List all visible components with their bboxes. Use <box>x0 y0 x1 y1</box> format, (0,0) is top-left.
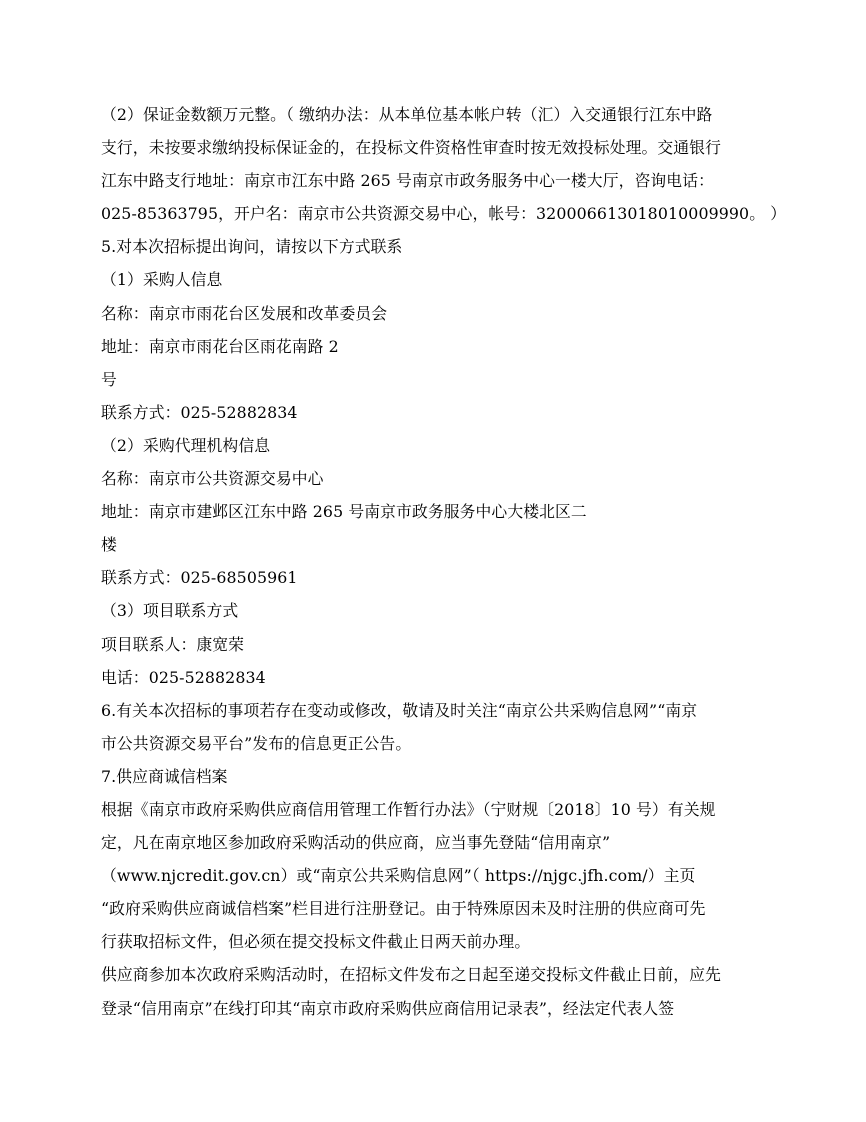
text-line: 地址：南京市雨花台区雨花南路 2 <box>101 336 339 356</box>
text-line: 联系方式：025-68505961 <box>101 568 298 588</box>
section-heading: 6.有关本次招标的事项若存在变动或修改，敬请及时关注“南京公共采购信息网”“南京 <box>101 700 698 720</box>
text-line: 市公共资源交易平台”发布的信息更正公告。 <box>101 733 412 753</box>
text-line: 名称：南京市公共资源交易中心 <box>101 469 324 489</box>
subsection-heading: （1）采购人信息 <box>101 270 223 290</box>
text-line: 行获取招标文件，但必须在提交投标文件截止日两天前办理。 <box>101 932 531 952</box>
section-heading: 7.供应商诚信档案 <box>101 766 228 786</box>
text-line: 根据《南京市政府采购供应商信用管理工作暂行办法》（宁财规〔2018〕10 号）有关规 <box>101 799 716 819</box>
document-body <box>101 98 787 1025</box>
text-line: 025-85363795，开户名：南京市公共资源交易中心，帐号：320006613018010009990。 ） <box>101 204 787 224</box>
text-line: 定，凡在南京地区参加政府采购活动的供应商，应当事先登陆“信用南京” <box>101 833 611 853</box>
section-heading: 5.对本次招标提出询问，请按以下方式联系 <box>101 237 403 257</box>
text-line: 楼 <box>101 535 117 555</box>
text-line: 电话：025-52882834 <box>101 667 266 687</box>
text-line: （2）保证金数额万元整。（ 缴纳办法：从本单位基本帐户转（汇）入交通银行江东中路 <box>101 105 713 124</box>
subsection-heading: （2）采购代理机构信息 <box>101 435 271 455</box>
text-line: 江东中路支行地址：南京市江东中路 265 号南京市政务服务中心一楼大厅，咨询电话： <box>101 171 714 191</box>
text-line: 联系方式：025-52882834 <box>101 402 298 422</box>
text-line: “政府采购供应商诚信档案”栏目进行注册登记。由于特殊原因未及时注册的供应商可先 <box>101 899 706 919</box>
text-line: （www.njcredit.gov.cn）或“南京公共采购信息网”（ https://njgc.jfh.com/）主页 <box>101 866 696 886</box>
subsection-heading: （3）项目联系方式 <box>101 601 239 621</box>
text-line: 号 <box>101 369 117 389</box>
text-line: 供应商参加本次政府采购活动时，在招标文件发布之日起至递交投标文件截止日前，应先 <box>101 965 721 985</box>
text-line: 地址：南京市建邺区江东中路 265 号南京市政务服务中心大楼北区二 <box>101 502 587 522</box>
text-line: 名称：南京市雨花台区发展和改革委员会 <box>101 303 388 323</box>
text-line: 支行，未按要求缴纳投标保证金的，在投标文件资格性审查时按无效投标处理。交通银行 <box>101 138 721 158</box>
text-line: 登录“信用南京”在线打印其“南京市政府采购供应商信用记录表”，经法定代表人签 <box>101 998 675 1018</box>
text-line: 项目联系人：康宽荣 <box>101 634 245 654</box>
